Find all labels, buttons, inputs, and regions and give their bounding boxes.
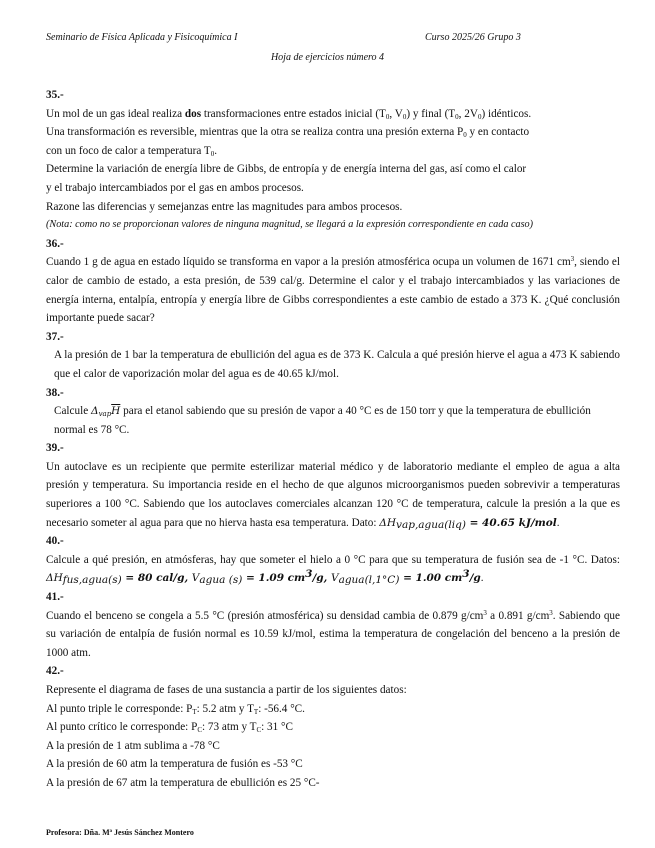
- exercise-37-text: A la presión de 1 bar la temperatura de ebullición del agua es de 373 K. Calcula a qué presión hierve el agua a 473 K sabiendo que el calor de vaporización molar del agua es de 40.65 kJ/mol.: [54, 349, 620, 380]
- exercise-38-text: Calcule $\Delta_{vap}\overline{H}$ para el etanol sabiendo que su presión de vapor a 40 °C es de 150 torr y que la temperatura de ebullición normal es 78 °C.: [54, 405, 591, 436]
- exercise-39-text: Un autoclave es un recipiente que permite esterilizar material médico y de laboratorio mediante el empleo de agua a alta presión y temperatura. Su importancia reside en el hecho de que algunos microorganismos pueden sobrevivir a temperaturas superiores a 100 °C. Sabiendo que los autoclaves comerciales alcanzan 120 °C de temperatura, calcule la presión a la que es necesario someter al agua para que no hierva hasta esa temperatura. Dato: $\Delta H_{vap,agua(liq)} = 40.65$ kJ/mol.: [46, 460, 620, 531]
- exercise-42-critical-point: Al punto crítico le corresponde: $P_C$: 73 atm y $T_C$: 31 °C: [46, 721, 293, 735]
- header-course-title: Seminario de Física Aplicada y Fisicoquímica I: [46, 32, 238, 43]
- footer-professor: Profesora: Dña. Mª Jesús Sánchez Montero: [46, 828, 194, 837]
- exercise-35-line-4: Determine la variación de energía libre de Gibbs, de entropía y de energía interna del gas, así como el calor: [46, 163, 527, 176]
- exercise-40-text: Calcule a qué presión, en atmósferas, hay que someter el hielo a 0 °C para que su temperatura de fusión sea de -1 °C. Datos: $\Delta H_{fus,agua(s)} = 80$ cal/g, $V_{agua (s)} = 1.09$ $cm^3/g$, $V_{agua(l,1^\circ C)} = 1.00$ $cm^3/g$.: [46, 553, 620, 587]
- exercise-35-line-3: con un foco de calor a temperatura $T_0$.: [46, 144, 218, 158]
- exercise-35-line-1: Un mol de un gas ideal realiza dos transformaciones entre estados inicial ($T_0$, $V_0$) y final ($T_0$, $2V_0$) idénticos.: [46, 107, 532, 121]
- exercise-35-line-2: Una transformación es reversible, mientras que la otra se realiza contra una presión externa $P_0$ y en contacto: [46, 126, 530, 140]
- enthalpy-of-vaporization-symbol: $\Delta_{vap}\overline{H}$: [90, 405, 121, 419]
- header-academic-year: Curso 2025/26 Grupo 3: [425, 32, 521, 43]
- exercise-36-text: Cuando 1 g de agua en estado líquido se transforma en vapor a la presión atmosférica ocupa un volumen de 1671 $cm^3$, siendo el calor de cambio de estado, a esta presión, de 539 cal/g. Determine el calor y el trabajo intercambiados y las variaciones de energía interna, entalpía, entropía y energía libre de Gibbs correspondientes a este cambio de estado a 373 K. ¿Qué conclusión importante puede sacar?: [46, 255, 620, 325]
- exercise-35-line-5: y el trabajo intercambiados por el gas en ambos procesos.: [46, 181, 304, 194]
- exercise-42-triple-point: Al punto triple le corresponde: $P_T$: 5.2 atm y $T_T$: -56.4 °C.: [46, 702, 305, 716]
- exercise-41-number: 41.-: [46, 591, 64, 604]
- exercise-41-text: Cuando el benceno se congela a 5.5 °C (presión atmosférica) su densidad cambia de 0.879 $g/cm^3$ a 0.891 $g/cm^3$. Sabiendo que su variación de entalpía de fusión normal es 10.59 kJ/mol, estima la temperatura de congelación del benceno a la presión de 1000 atm.: [46, 608, 620, 659]
- exercise-35-number: 35.-: [46, 89, 64, 101]
- exercise-42-line-5: A la presión de 60 atm la temperatura de fusión es -53 °C: [46, 758, 303, 771]
- document-subtitle: Hoja de ejercicios número 4: [270, 52, 385, 63]
- exercise-42-line-6: A la presión de 67 atm la temperatura de ebullición es 25 °C-: [46, 776, 320, 789]
- exercise-38-number: 38.-: [46, 386, 64, 399]
- exercise-39-number: 39.-: [46, 442, 64, 455]
- exercise-42-line-4: A la presión de 1 atm sublima a -78 °C: [46, 739, 220, 752]
- exercise-42-number: 42.-: [46, 665, 64, 678]
- exercise-42-line-1: Represente el diagrama de fases de una sustancia a partir de los siguientes datos:: [46, 684, 407, 696]
- exercise-35-line-6: Razone las diferencias y semejanzas entre las magnitudes para ambos procesos.: [46, 200, 403, 213]
- exercise-37-number: 37.-: [46, 330, 64, 343]
- exercise-40-number: 40.-: [46, 535, 64, 548]
- exercise-35-note: (Nota: como no se proporcionan valores de ninguna magnitud, se llegará a la expresión correspondiente en cada caso): [46, 219, 534, 231]
- exercise-36-number: 36.-: [46, 237, 64, 250]
- exercise-list: [46, 86, 620, 793]
